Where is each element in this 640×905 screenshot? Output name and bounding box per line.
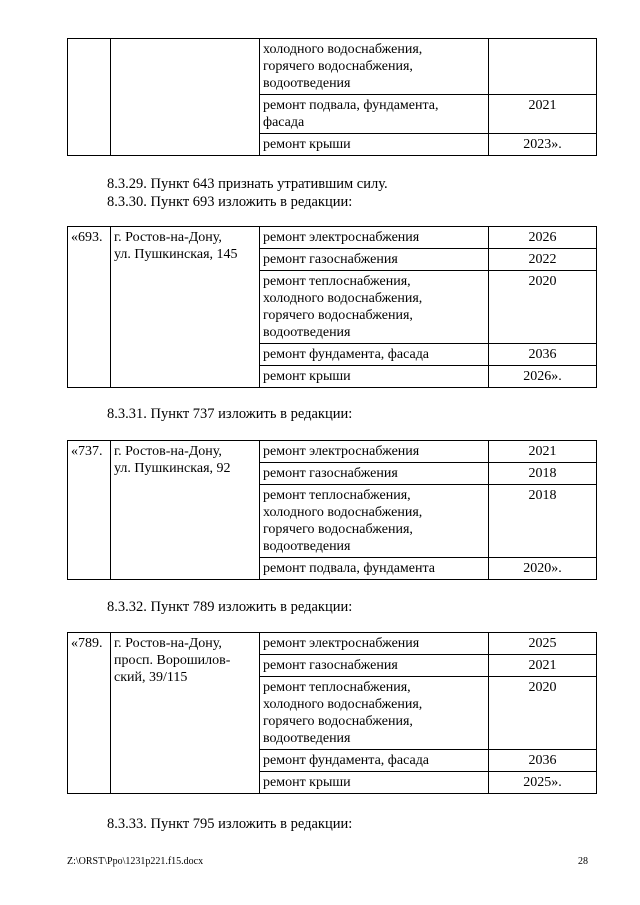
paragraph-8-3-30: 8.3.30. Пункт 693 изложить в редакции:: [107, 194, 353, 210]
work-cell: ремонт крыши: [260, 772, 489, 794]
address-cell: [111, 39, 260, 156]
work-cell: ремонт подвала, фундамента: [260, 558, 489, 580]
address-cell: г. Ростов-на-Дону, ул. Пушкинская, 145: [111, 227, 260, 388]
year-cell: 2021: [489, 95, 597, 134]
work-cell: ремонт газоснабжения: [260, 655, 489, 677]
page-number: 28: [578, 856, 588, 867]
work-cell: ремонт подвала, фундамента, фасада: [260, 95, 489, 134]
year-cell: 2018: [489, 463, 597, 485]
year-cell: 2023».: [489, 134, 597, 156]
work-cell: ремонт электроснабжения: [260, 633, 489, 655]
year-cell: 2026».: [489, 366, 597, 388]
table-row: [68, 441, 597, 463]
item-number-cell: [68, 39, 111, 156]
work-cell: ремонт крыши: [260, 134, 489, 156]
year-cell: 2036: [489, 344, 597, 366]
work-cell: ремонт газоснабжения: [260, 463, 489, 485]
table-continuation: [67, 38, 597, 156]
year-cell: 2020: [489, 271, 597, 344]
work-cell: ремонт фундамента, фасада: [260, 344, 489, 366]
item-number-cell: «789.: [68, 633, 111, 794]
work-cell: ремонт электроснабжения: [260, 441, 489, 463]
year-cell: 2020: [489, 677, 597, 750]
year-cell: 2025: [489, 633, 597, 655]
table-item-737: [67, 440, 597, 580]
year-cell: [489, 39, 597, 95]
year-cell: 2022: [489, 249, 597, 271]
table-row: [68, 227, 597, 249]
table-row: [68, 633, 597, 655]
work-cell: ремонт теплоснабжения, холодного водоснабжения, горячего водоснабжения, водоотведения: [260, 485, 489, 558]
table-item-789: [67, 632, 597, 794]
year-cell: 2025».: [489, 772, 597, 794]
table-item-693: [67, 226, 597, 388]
work-cell: ремонт электроснабжения: [260, 227, 489, 249]
item-number-cell: «693.: [68, 227, 111, 388]
year-cell: 2036: [489, 750, 597, 772]
item-number-cell: «737.: [68, 441, 111, 580]
work-cell: ремонт крыши: [260, 366, 489, 388]
year-cell: 2021: [489, 441, 597, 463]
footer-file-path: Z:\ORST\Ppo\1231p221.f15.docx: [67, 856, 204, 867]
year-cell: 2018: [489, 485, 597, 558]
work-cell: ремонт теплоснабжения, холодного водоснабжения, горячего водоснабжения, водоотведения: [260, 271, 489, 344]
paragraph-8-3-29: 8.3.29. Пункт 643 признать утратившим силу.: [107, 176, 388, 192]
paragraph-8-3-31: 8.3.31. Пункт 737 изложить в редакции:: [107, 406, 353, 422]
year-cell: 2021: [489, 655, 597, 677]
work-cell: ремонт газоснабжения: [260, 249, 489, 271]
paragraph-8-3-32: 8.3.32. Пункт 789 изложить в редакции:: [107, 599, 353, 615]
table-row: [68, 39, 597, 95]
address-cell: г. Ростов-на-Дону, ул. Пушкинская, 92: [111, 441, 260, 580]
work-cell: холодного водоснабжения, горячего водоснабжения, водоотведения: [260, 39, 489, 95]
address-cell: г. Ростов-на-Дону, просп. Ворошилов- ский, 39/115: [111, 633, 260, 794]
paragraph-8-3-33: 8.3.33. Пункт 795 изложить в редакции:: [107, 816, 353, 832]
work-cell: ремонт теплоснабжения, холодного водоснабжения, горячего водоснабжения, водоотведения: [260, 677, 489, 750]
year-cell: 2026: [489, 227, 597, 249]
year-cell: 2020».: [489, 558, 597, 580]
work-cell: ремонт фундамента, фасада: [260, 750, 489, 772]
